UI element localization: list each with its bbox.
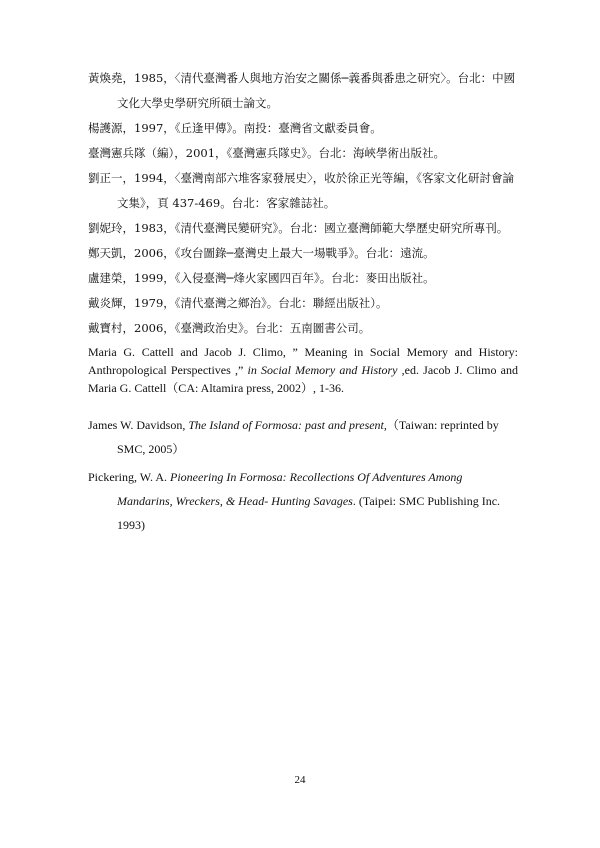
reference-entry: 戴炎輝，1979，《清代臺灣之鄉治》。台北：聯經出版社）。 bbox=[88, 296, 388, 310]
reference-entry-davidson bbox=[88, 413, 518, 461]
reference-text: . (Taipei: SMC Publishing Inc. 1993) bbox=[117, 494, 501, 532]
reference-text: James W. Davidson, bbox=[88, 418, 189, 432]
reference-title: in Social Memory and History bbox=[247, 363, 398, 377]
reference-text: （Taiwan: reprinted by SMC, 2005） bbox=[117, 418, 499, 456]
reference-text: Pickering, W. A. bbox=[88, 470, 171, 484]
page-number: 24 bbox=[294, 774, 306, 786]
reference-entry-pickering bbox=[88, 465, 518, 537]
reference-entry: 臺灣憲兵隊（編），2001，《臺灣憲兵隊史》。台北：海峽學術出版社。 bbox=[88, 146, 446, 160]
reference-entry: 盧建榮，1999，《入侵臺灣─烽火家國四百年》。台北：麥田出版社。 bbox=[88, 271, 435, 285]
reference-entry: 楊護源，1997，《丘逢甲傳》。南投：臺灣省文獻委員會。 bbox=[88, 121, 382, 135]
bibliography-list bbox=[88, 66, 518, 537]
reference-entry: 劉妮玲，1983，《清代臺灣民變研究》。台北：國立臺灣師範大學歷史研究所專刊。 bbox=[88, 221, 509, 235]
reference-title: Pioneering In Formosa: Recollections Of Adventures Among Mandarins, Wreckers, & Head- Hunting Savages bbox=[117, 470, 463, 508]
reference-entry: 劉正一，1994，〈臺灣南部六堆客家發展史〉，收於徐正光等編，《客家文化研討會論文集》，頁 437-469。台北：客家雜誌社。 bbox=[88, 171, 515, 210]
reference-text: ,ed. Jacob J. Climo and Maria G. Cattell（CA: Altamira press, 2002）, 1-36. bbox=[88, 363, 518, 395]
reference-entry: 戴寶村，2006，《臺灣政治史》。台北：五南圖書公司。 bbox=[88, 321, 371, 335]
reference-entry: 鄭天凱，2006，《攻台圖錄─臺灣史上最大一場戰爭》。台北：遠流。 bbox=[88, 246, 435, 260]
reference-entry-cattell bbox=[88, 343, 518, 397]
reference-text: Maria G. Cattell and Jacob J. Climo, ” Meaning in Social Memory and History: Anthropological Perspectives ,” bbox=[88, 345, 518, 377]
reference-title: The Island of Formosa: past and present, bbox=[188, 418, 387, 432]
reference-entry: 黃煥堯，1985，〈清代臺灣番人與地方治安之關係─義番與番患之研究〉。台北：中國文化大學史學研究所碩士論文。 bbox=[88, 71, 516, 110]
